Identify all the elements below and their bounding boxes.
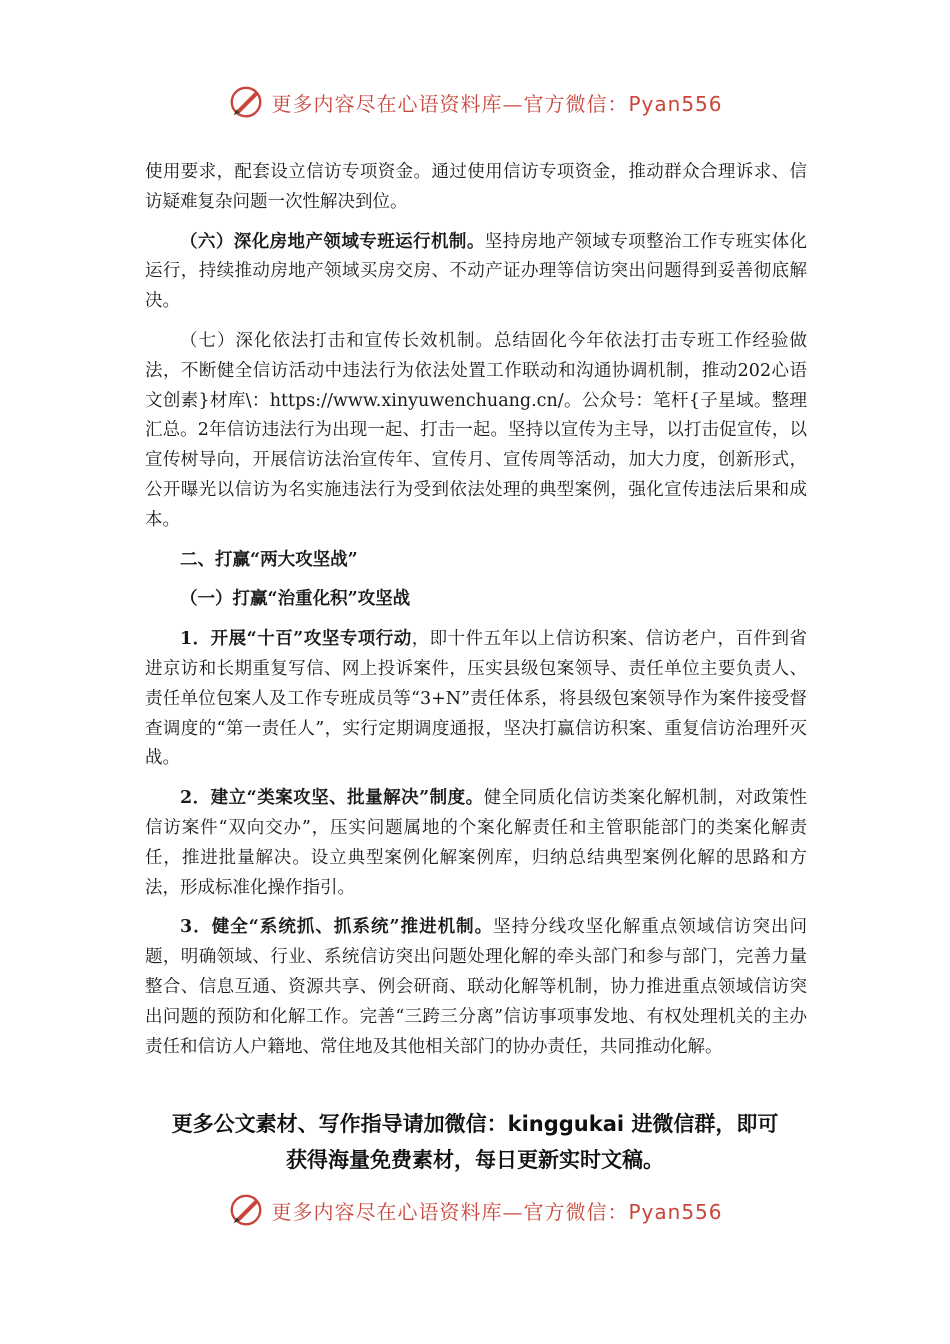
header-banner [0, 82, 950, 122]
document-body [145, 158, 807, 1072]
promo-text [0, 1106, 950, 1178]
banner-text: 更多内容尽在心语资料库—官方微信：Pyan556 [271, 91, 723, 116]
paragraph: （六）深化房地产领域专班运行机制。坚持房地产领域专项整治工作专班实体化运行，持续推动房地产领域买房交房、不动产证办理等信访突出问题得到妥善彻底解决。 [145, 231, 807, 312]
footer-banner [0, 1190, 950, 1230]
subsection-heading: （一）打赢“治重化积”攻坚战 [180, 589, 411, 610]
promo-line: 更多公文素材、写作指导请加微信：kinggukai 进微信群，即可 [171, 1112, 779, 1136]
pen-logo-icon [227, 83, 265, 121]
section-heading: 二、打赢“两大攻坚战” [180, 549, 358, 570]
paragraph: （七）深化依法打击和宣传长效机制。总结固化今年依法打击专班工作经验做法，不断健全信访活动中违法行为依法处置工作联动和沟通协调机制，推动202心语文创素}材库\：https://www.xinyuwenchuang.cn/。公众号：笔杆{子星域。整理汇总。2年信访违法行为出现一起、打击一起。坚持以宣传为主导，以打击促宣传，以宣传树导向，开展信访法治宣传年、宣传月、宣传周等活动，加大力度，创新形式，公开曝光以信访为名实施违法行为受到依法处理的典型案例，强化宣传违法后果和成本。 [145, 330, 807, 530]
banner-text: 更多内容尽在心语资料库—官方微信：Pyan556 [271, 1199, 723, 1224]
pen-logo-icon [227, 1191, 265, 1229]
promo-line: 获得海量免费素材，每日更新实时文稿。 [286, 1148, 664, 1172]
paragraph: 1．开展“十百”攻坚专项行动，即十件五年以上信访积案、信访老户，百件到省进京访和长期重复写信、网上投诉案件，压实县级包案领导、责任单位主要负责人、责任单位包案人及工作专班成员等“3+N”责任体系，将县级包案领导作为案件接受督查调度的“第一责任人”，实行定期调度通报，坚决打赢信访积案、重复信访治理歼灭战。 [145, 629, 807, 769]
paragraph: 2．建立“类案攻坚、批量解决”制度。健全同质化信访类案化解机制，对政策性信访案件“双向交办”，压实问题属地的个案化解责任和主管职能部门的类案化解责任，推进批量解决。设立典型案例化解案例库，归纳总结典型案例化解的思路和方法，形成标准化操作指引。 [145, 788, 808, 898]
paragraph: 3．健全“系统抓、抓系统”推进机制。坚持分线攻坚化解重点领域信访突出问题，明确领域、行业、系统信访突出问题处理化解的牵头部门和参与部门，完善力量整合、信息互通、资源共享、例会研商、联动化解等机制，协力推进重点领域信访突出问题的预防和化解工作。完善“三跨三分离”信访事项事发地、有权处理机关的主办责任和信访人户籍地、常住地及其他相关部门的协办责任，共同推动化解。 [145, 917, 807, 1057]
paragraph: 使用要求，配套设立信访专项资金。通过使用信访专项资金，推动群众合理诉求、信访疑难复杂问题一次性解决到位。 [145, 162, 807, 212]
